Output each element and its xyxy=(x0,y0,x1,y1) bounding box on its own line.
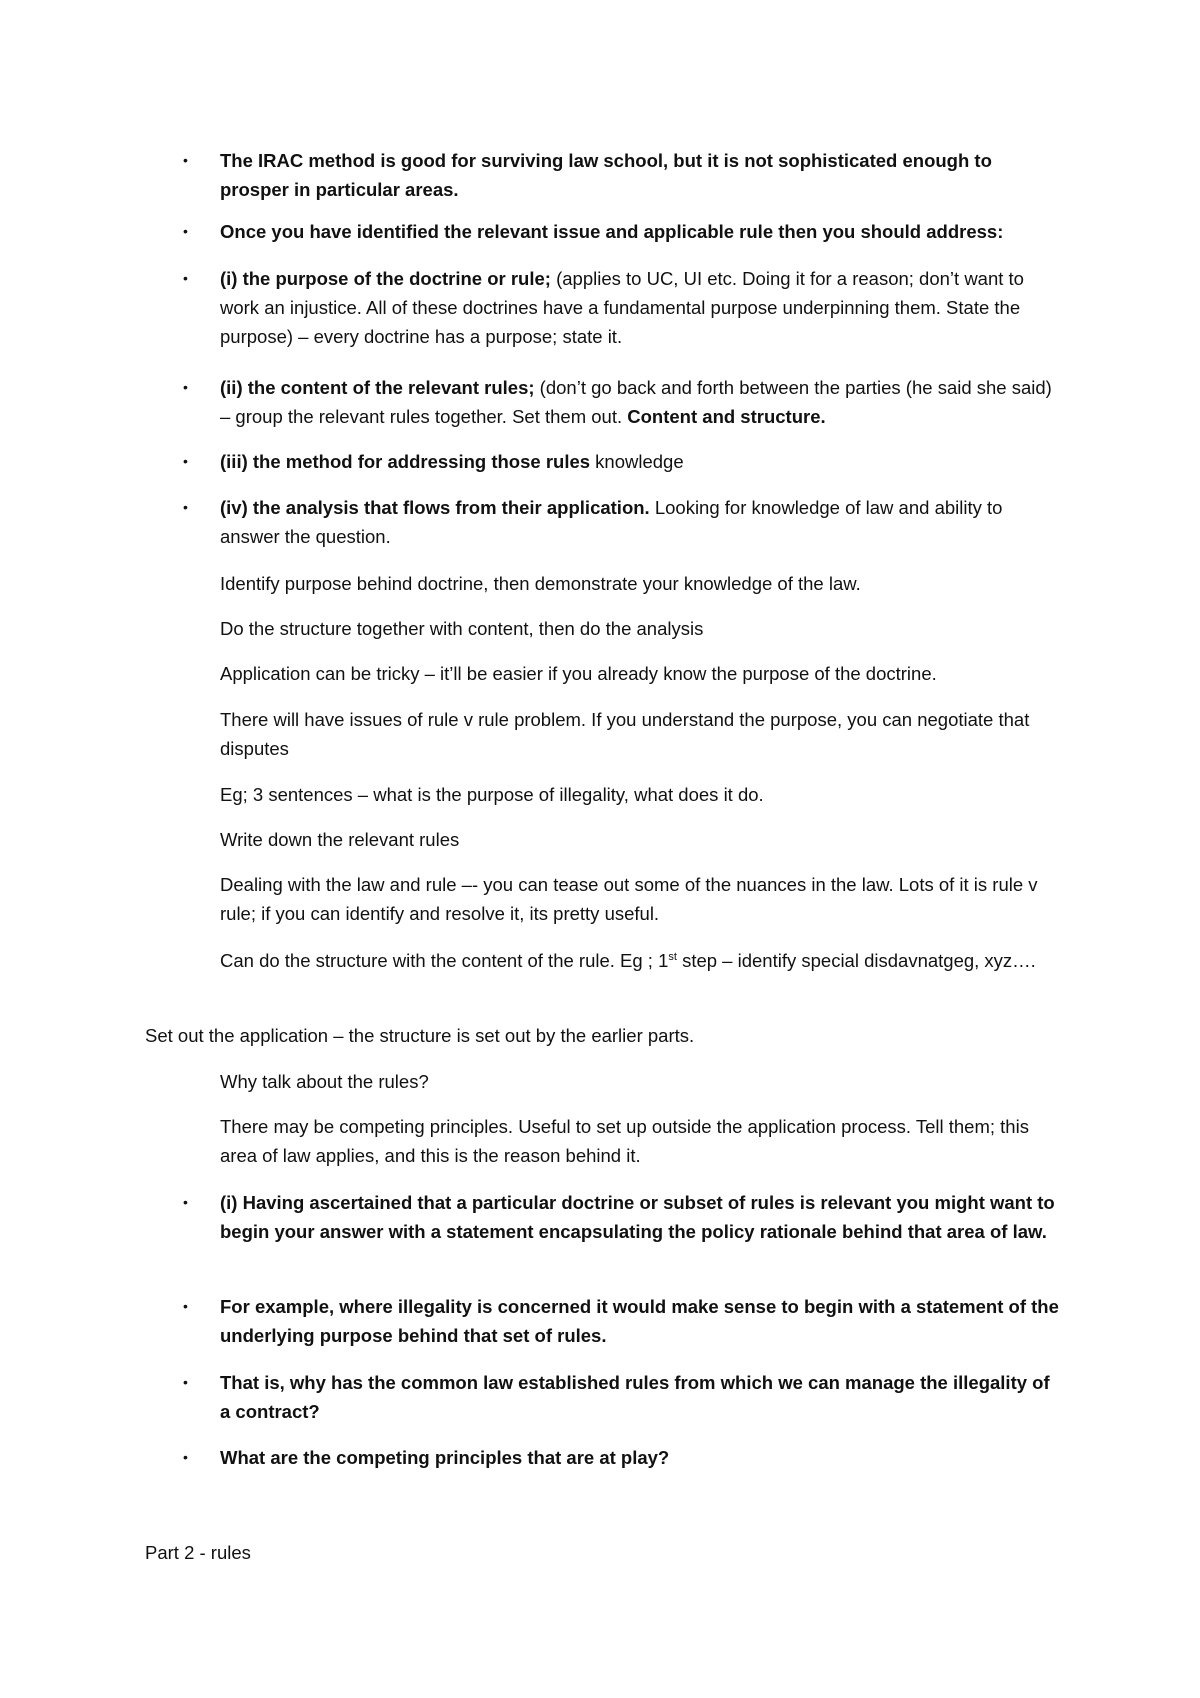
bullet-marker: • xyxy=(183,453,188,469)
paragraph: Do the structure together with content, then do the analysis xyxy=(220,618,704,639)
bullet-text xyxy=(220,447,1060,476)
bullet-marker: • xyxy=(183,152,188,168)
bullet-text: That is, why has the common law established rules from which we can manage the illegality of a contract? xyxy=(220,1372,1050,1422)
paragraph: Why talk about the rules? xyxy=(220,1071,429,1092)
bullet-text: For example, where illegality is concerned it would make sense to begin with a statement of the underlying purpose behind that set of rules. xyxy=(220,1296,1059,1346)
bullet-marker: • xyxy=(183,270,188,286)
bullet-marker: • xyxy=(183,223,188,239)
bullet-text xyxy=(220,264,1060,351)
bullet-bold-lead: (i) the purpose of the doctrine or rule; xyxy=(220,268,551,289)
paragraph: There may be competing principles. Useful to set up outside the application process. Tell them; this area of law applies, and this is the reason behind it. xyxy=(220,1116,1029,1166)
step-text-after: step – identify special disdavnatgeg, xyz…. xyxy=(676,950,1036,971)
bullet-text: Once you have identified the relevant issue and applicable rule then you should address: xyxy=(220,221,1004,242)
bullet-normal-text: Looking for knowledge of law and ability to answer the question. xyxy=(220,497,1003,547)
bullet-normal-text: knowledge xyxy=(590,451,684,472)
bullet-bold-tail: Content and structure. xyxy=(627,406,826,427)
bullet-text xyxy=(220,493,1060,551)
paragraph: There will have issues of rule v rule problem. If you understand the purpose, you can negotiate that disputes xyxy=(220,709,1030,759)
page-footer: Part 2 - rules xyxy=(145,1542,251,1563)
paragraph: Application can be tricky – it’ll be easier if you already know the purpose of the doctrine. xyxy=(220,663,937,684)
paragraph: Identify purpose behind doctrine, then demonstrate your knowledge of the law. xyxy=(220,573,861,594)
bullet-marker: • xyxy=(183,1194,188,1210)
bullet-bold-lead: (ii) the content of the relevant rules; xyxy=(220,377,535,398)
bullet-bold-lead: (iii) the method for addressing those rules xyxy=(220,451,591,472)
bullet-marker: • xyxy=(183,379,188,395)
bullet-normal-text: (don’t go back and forth between the parties (he said she said) – group the relevant rules together. Set them out. xyxy=(220,377,1052,427)
bullet-text: What are the competing principles that are at play? xyxy=(220,1447,670,1468)
paragraph: Eg; 3 sentences – what is the purpose of illegality, what does it do. xyxy=(220,784,764,805)
step-text-before: Can do the structure with the content of the rule. Eg ; 1 xyxy=(220,950,669,971)
paragraph: Dealing with the law and rule –- you can tease out some of the nuances in the law. Lots of it is rule v rule; if you can identify and resolve it, its pretty useful. xyxy=(220,874,1038,924)
flush-paragraph: Set out the application – the structure is set out by the earlier parts. xyxy=(145,1025,695,1046)
bullet-marker: • xyxy=(183,1449,188,1465)
step-ordinal-suffix: st xyxy=(668,950,677,963)
bullet-marker: • xyxy=(183,499,188,515)
bullet-text xyxy=(220,373,1060,431)
bullet-marker: • xyxy=(183,1374,188,1390)
paragraph: Write down the relevant rules xyxy=(220,829,460,850)
bullet-marker: • xyxy=(183,1298,188,1314)
bullet-normal-text: (applies to UC, UI etc. Doing it for a reason; don’t want to work an injustice. All of these doctrines have a fundamental purpose underpinning them. State the purpose) – every doctrine has a purpose; state it. xyxy=(220,268,1024,347)
bullet-text: (i) Having ascertained that a particular doctrine or subset of rules is relevant you might want to begin your answer with a statement encapsulating the policy rationale behind that area of law. xyxy=(220,1192,1055,1242)
bullet-text: The IRAC method is good for surviving law school, but it is not sophisticated enough to prosper in particular areas. xyxy=(220,150,992,200)
paragraph xyxy=(220,946,1070,975)
bullet-bold-lead: (iv) the analysis that flows from their application. xyxy=(220,497,650,518)
